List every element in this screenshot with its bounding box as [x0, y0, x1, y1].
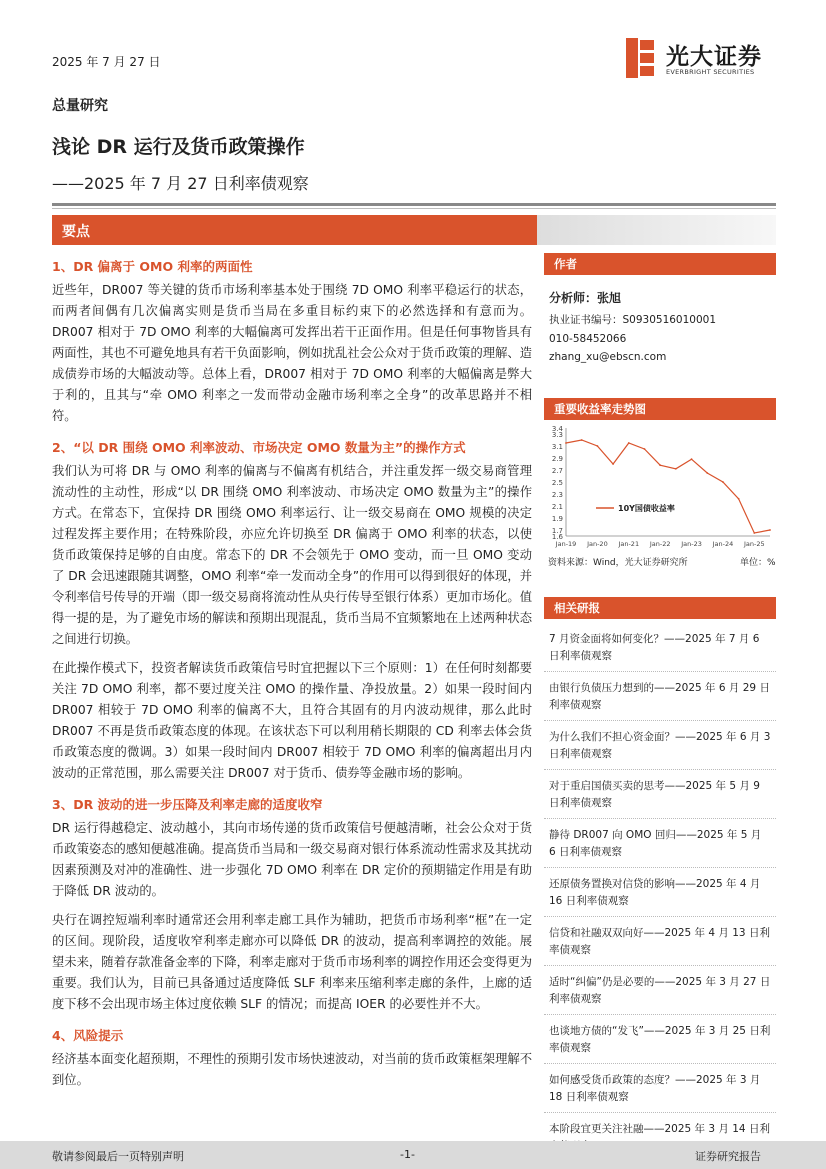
- section-paragraph: 我们认为可将 DR 与 OMO 利率的偏离与不偏离有机结合，并注重发挥一级交易商管理流动性的主动性，形成“以 DR 围绕 OMO 利率波动、市场决定 OMO 数量为主”的操作方式。在常态下，宜保持 DR 围绕 OMO 利率运行、让一级交易商在 OMO 规模的决定过程发挥主要作用；在特殊阶段，亦应允许切换至 DR 偏离于 OMO 利率的状态，以使货币政策保持足够的自由度。常态下的 DR 不会领先于 OMO 变动，而一旦 OMO 变动了 DR 会迅速跟随其调整，OMO 利率“牵一发而动全身”的作用可以得到很好的体现，并令利率信号传导的开端（即一级交易商将流动性从央行传导至银行体系）更加市场化。值得一提的是，为了避免市场的解读和预期出现混乱，货币当局不宜频繁地在上述两种状态之间进行切换。: [52, 464, 532, 646]
- y-tick-label: 2.9: [551, 455, 563, 463]
- related-report-link[interactable]: 如何感受货币政策的态度？——2025 年 3 月 18 日利率债观察: [544, 1070, 776, 1113]
- logo-text-cn: 光大证券: [666, 44, 762, 70]
- data-point: [769, 529, 771, 531]
- key-points-label: 要点: [62, 224, 90, 240]
- data-point: [738, 498, 740, 500]
- section-title: 1、DR 偏离于 OMO 利率的两面性: [52, 259, 253, 274]
- page-number: -1-: [400, 1148, 415, 1161]
- data-point: [691, 458, 693, 460]
- section-paragraph: 央行在调控短端利率时通常还会用利率走廊工具作为辅助，把货币市场利率“框”在一定的区间。现阶段，适度收窄利率走廊亦可以降低 DR 的波动，提高利率调控的效能。展望未来，随着存款准备金率的下降，利率走廊对于货币市场利率的调控作用还会变得更为重要。我们认为，目前已具备通过适度降低 SLF 利率来压缩利率走廊的条件，上廊的适度下移不会出现市场主体过度依赖 SLF 的情况；而提高 IOER 的必要性并不大。: [52, 913, 532, 1011]
- phone-number: 010-58452066: [549, 333, 627, 345]
- email-address[interactable]: zhang_xu@ebscn.com: [549, 351, 667, 363]
- key-points-header-fade: [537, 215, 776, 245]
- yield-chart-svg: [544, 420, 776, 552]
- related-header: 相关研报: [544, 597, 776, 619]
- data-point: [659, 464, 661, 466]
- chart-unit: 单位：%: [740, 558, 776, 568]
- x-tick-label: Jan-25: [743, 540, 765, 548]
- header-divider-thin: [52, 208, 776, 209]
- section-title: 2、“以 DR 围绕 OMO 利率波动、市场决定 OMO 数量为主”的操作方式: [52, 440, 466, 455]
- header-divider: [52, 203, 776, 206]
- legend-label: 10Y国债收益率: [618, 504, 675, 513]
- section-paragraph: 近些年，DR007 等关键的货币市场利率基本处于围绕 7D OMO 利率平稳运行的状态，而两者间偶有几次偏离实则是货币当局在多重目标约束下的必然选择和有意而为。DR007 相对于 7D OMO 利率的大幅偏离可发挥出若干正面作用。但是任何事物皆具有两面性，其也不可避免地具有若干负面影响，例如扰乱社会公众对于货币政策的理解、造成债券市场的大幅波动等。总体上看，DR007 相对于 7D OMO 利率的大幅偏离是弊大于利的，且其与“牵 OMO 利率之一发而带动金融市场利率之全身”的改革思路并不相符。: [52, 283, 532, 423]
- related-report-link[interactable]: 本阶段宜更关注社融——2025 年 3 月 14 日利: [544, 1119, 776, 1162]
- data-point: [612, 463, 614, 465]
- section-paragraph: DR 运行得越稳定、波动越小，其向市场传递的货币政策信号便越清晰，社会公众对于货币政策姿态的感知便越准确。提高货币当局和一级交易商对银行体系流动性需求及其扰动因素预测及对冲的准确性、进一步强化 7D OMO 利率在 DR 定价的预期锚定作用是有助于降低 DR 波动的。: [52, 821, 532, 898]
- footer-report-type: 证券研究报告: [695, 1150, 761, 1163]
- report-title: 浅论 DR 运行及货币政策操作: [52, 136, 305, 158]
- report-date: 2025 年 7 月 27 日: [52, 55, 161, 69]
- y-tick-label: 2.1: [551, 503, 563, 511]
- related-report-link[interactable]: 静待 DR007 向 OMO 回归——2025 年 5 月 6 日利率债观察: [544, 825, 776, 868]
- everbright-logo-icon: [626, 38, 656, 78]
- report-subtitle: ——2025 年 7 月 27 日利率债观察: [52, 174, 309, 193]
- related-report-link[interactable]: 由银行负债压力想到的——2025 年 6 月 29 日利率债观察: [544, 678, 776, 721]
- related-report-link[interactable]: 还原债务置换对信贷的影响——2025 年 4 月 16 日利率债观察: [544, 874, 776, 917]
- related-report-link[interactable]: 为什么我们不担心资金面？——2025 年 6 月 3 日利率债观察: [544, 727, 776, 770]
- data-point: [675, 468, 677, 470]
- x-tick-label: Jan-22: [649, 540, 671, 548]
- related-report-link[interactable]: 信贷和社融双双向好——2025 年 4 月 13 日利率债观察: [544, 923, 776, 966]
- data-point: [596, 445, 598, 447]
- data-point: [706, 472, 708, 474]
- data-point: [628, 442, 630, 444]
- related-list: [544, 629, 776, 1162]
- data-point: [565, 442, 567, 444]
- chart-source: 资料来源：Wind，光大证券研究所: [548, 558, 688, 568]
- company-logo: [626, 36, 776, 82]
- license-number: 执业证书编号：S0930516010001: [549, 314, 717, 326]
- x-tick-label: Jan-23: [681, 540, 702, 548]
- author-panel: [544, 253, 776, 363]
- report-category: 总量研究: [52, 98, 108, 114]
- x-tick-label: Jan-21: [618, 540, 640, 548]
- related-panel: [544, 597, 776, 1168]
- chart-panel: [544, 398, 776, 420]
- related-report-link[interactable]: 也谈地方债的“发飞”——2025 年 3 月 25 日利率债观察: [544, 1021, 776, 1064]
- section-title: 4、风险提示: [52, 1028, 124, 1043]
- key-points-header: [52, 215, 537, 245]
- section-paragraph: 在此操作模式下，投资者解读货币政策信号时宜把握以下三个原则：1）在任何时刻都要关注 7D OMO 利率，都不要过度关注 OMO 的操作量、净投放量。2）如果一段时间内 DR007 相较于 7D OMO 利率的偏离不大，且符合其固有的月内波动规律，那么此时 DR007 不再是货币政策态度的体现。在该状态下可以利用稍长期限的 CD 利率去体会货币政策态度的微调。3）如果一段时间内 DR007 相较于 7D OMO 利率的偏离超出月内波动的正常范围，那么需要关注 DR007 对于货币、债券等金融市场的影响。: [52, 661, 532, 780]
- logo-text-en: EVERBRIGHT SECURITIES: [666, 68, 755, 76]
- chart-header: 重要收益率走势图: [544, 398, 776, 420]
- section-paragraph: 经济基本面变化超预期，不理性的预期引发市场快速波动，对当前的货币政策框架理解不到位。: [52, 1052, 532, 1087]
- main-content: [52, 254, 532, 1091]
- analyst-name: 分析师：张旭: [549, 291, 622, 305]
- series-line: [566, 440, 770, 533]
- y-tick-label: 2.7: [551, 467, 563, 475]
- y-tick-label: 1.9: [551, 515, 563, 523]
- x-tick-label: Jan-20: [587, 540, 608, 548]
- related-report-link[interactable]: 对于重启国债买卖的思考——2025 年 5 月 9 日利率债观察: [544, 776, 776, 819]
- y-tick-label: 3.4: [551, 425, 563, 433]
- y-tick-label: 1.7: [551, 527, 563, 535]
- data-point: [722, 481, 724, 483]
- yield-chart: [544, 420, 776, 570]
- data-point: [581, 439, 583, 441]
- data-point: [644, 448, 646, 450]
- data-point: [753, 532, 755, 534]
- y-tick-label: 3.3: [551, 431, 563, 439]
- y-tick-label: 2.5: [551, 479, 563, 487]
- y-tick-label: 2.3: [551, 491, 563, 499]
- y-tick-label: 3.1: [551, 443, 563, 451]
- related-report-link[interactable]: 适时“纠偏”仍是必要的——2025 年 3 月 27 日利率债观察: [544, 972, 776, 1015]
- y-tick-label: 1.6: [551, 533, 563, 541]
- related-report-link[interactable]: 7 月资金面将如何变化？——2025 年 7 月 6 日利率债观察: [544, 629, 776, 672]
- author-header: 作者: [544, 253, 776, 275]
- x-tick-label: Jan-24: [712, 540, 734, 548]
- section-title: 3、DR 波动的进一步压降及利率走廊的适度收窄: [52, 797, 323, 812]
- footer-disclaimer: 敬请参阅最后一页特别声明: [52, 1150, 184, 1163]
- x-tick-label: Jan-19: [555, 540, 577, 548]
